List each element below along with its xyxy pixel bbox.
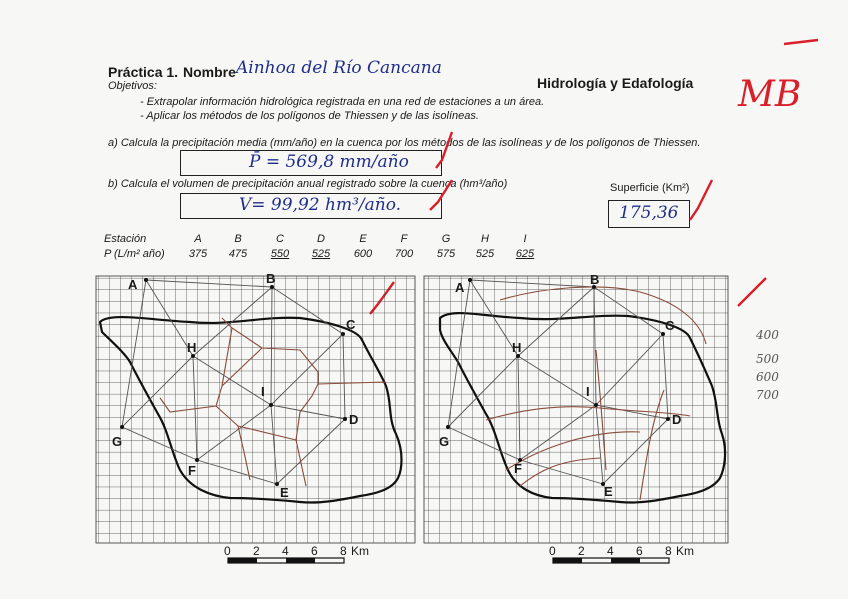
scale-unit: Km (676, 544, 694, 558)
check-mark-surface (690, 180, 712, 220)
station-name: H (481, 233, 489, 245)
station-value: 525 (475, 248, 495, 260)
surface-value: 175,36 (619, 203, 679, 223)
question-a: a) Calcula la precipitación media (mm/año) en la cuenca por los métodos de las isolíneas y de los polígonos de Thiessen. (108, 137, 701, 149)
map-label-b: B (266, 271, 276, 286)
margin-note: 700 (756, 388, 779, 402)
map-label-e: E (280, 485, 289, 500)
map-label-b: B (590, 272, 600, 287)
station-value: 700 (394, 248, 414, 260)
margin-note: 500 (756, 352, 779, 366)
right-map (424, 276, 728, 543)
scale-tick: 4 (607, 544, 614, 558)
objective-1: - Extrapolar información hidrológica registrada en una red de estaciones a un área. (140, 96, 545, 108)
scale-tick: 8 (665, 544, 672, 558)
map-label-i: I (586, 384, 590, 399)
station-value: 600 (353, 248, 373, 260)
station-name: D (317, 233, 325, 245)
student-name: Ainhoa del Río Cancana (236, 58, 442, 78)
scale-tick: 6 (636, 544, 643, 558)
station-name: A (194, 233, 202, 245)
map-label-d: D (672, 412, 682, 427)
objective-2: - Aplicar los métodos de los polígonos de Thiessen y de las isolíneas. (140, 110, 479, 122)
map-label-f: F (188, 463, 196, 478)
station-value: 575 (436, 248, 456, 260)
station-name: E (359, 233, 367, 245)
check-mark-a (436, 132, 452, 168)
answer-a: P̄ = 569,8 mm/año (249, 152, 409, 172)
station-name: C (276, 233, 284, 245)
check-mark-b (430, 180, 452, 210)
map-label-h: H (187, 340, 197, 355)
grade-mark: MB (738, 74, 802, 115)
map-label-c: C (346, 317, 356, 332)
margin-note: 400 (756, 328, 779, 342)
map-label-h: H (512, 340, 522, 355)
map-label-f: F (514, 461, 522, 476)
station-name: I (523, 233, 527, 245)
station-name: F (400, 233, 408, 245)
station-name: G (441, 233, 451, 245)
table-header-precip: P (L/m² año) (104, 248, 165, 260)
margin-note: 600 (756, 370, 779, 384)
question-b: b) Calcula el volumen de precipitación anual registrado sobre la cuenca (hm³/año) (108, 178, 508, 190)
scale-unit: Km (351, 544, 369, 558)
surface-label: Superficie (Km²) (610, 182, 690, 194)
scale-tick: 6 (311, 544, 318, 558)
scale-tick: 2 (578, 544, 585, 558)
left-map (96, 276, 415, 543)
station-value: 625 (515, 248, 535, 260)
name-label: Nombre (183, 64, 236, 80)
station-value: 375 (188, 248, 208, 260)
map-label-a: A (128, 277, 138, 292)
map-label-c: C (665, 318, 675, 333)
scale-bar-left (228, 558, 344, 563)
map-label-g: G (439, 434, 450, 449)
scale-bar-right (553, 558, 669, 563)
answer-b: V= 99,92 hm³/año. (239, 195, 402, 215)
map-label-i: I (261, 384, 265, 399)
check-mark-map-right (738, 278, 766, 306)
objectives-label: Objetivos: (108, 80, 157, 92)
map-label-e: E (604, 484, 613, 499)
map-label-g: G (112, 434, 123, 449)
course-title: Hidrología y Edafología (537, 75, 694, 91)
station-value: 475 (228, 248, 248, 260)
scale-tick: 0 (549, 544, 556, 558)
scale-tick: 0 (224, 544, 231, 558)
station-name: B (234, 233, 242, 245)
practice-label: Práctica 1. (108, 64, 179, 80)
corner-mark (784, 40, 818, 44)
table-header-station: Estación (104, 233, 147, 245)
scale-tick: 2 (253, 544, 260, 558)
map-label-d: D (349, 412, 359, 427)
station-value: 550 (270, 248, 290, 260)
map-label-a: A (455, 280, 465, 295)
station-value: 525 (311, 248, 331, 260)
scale-tick: 8 (340, 544, 347, 558)
scale-tick: 4 (282, 544, 289, 558)
